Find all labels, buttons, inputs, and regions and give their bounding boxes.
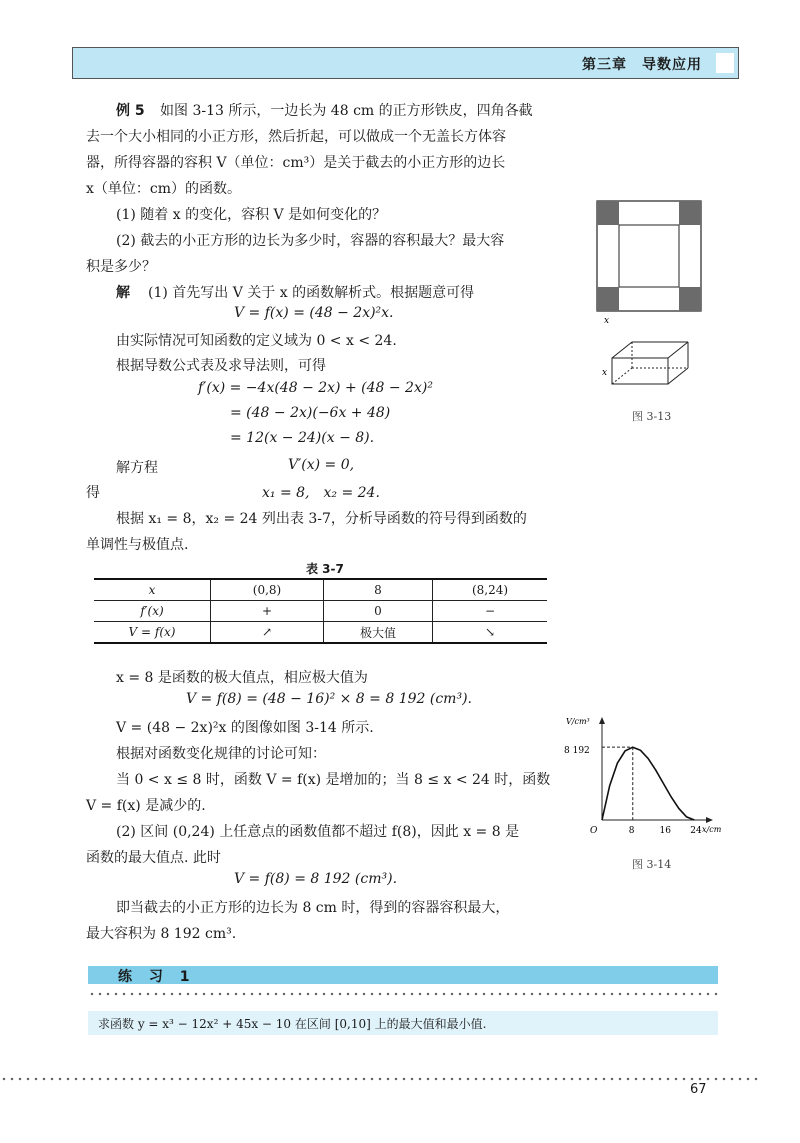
open-box-drawing xyxy=(612,342,688,384)
question-2-cont: 积是多少？ xyxy=(86,259,156,275)
height-label: x xyxy=(602,368,608,378)
table-cell: − xyxy=(433,601,548,622)
monotonic-line-2: V = f(x) 是减少的. xyxy=(86,798,206,814)
solution-line-1: (1) 首先写出 V 关于 x 的函数解析式。根据题意可得 xyxy=(148,285,475,301)
solution-label: 解 xyxy=(116,285,130,301)
corner-square xyxy=(597,287,619,311)
example-line-4: x（单位：cm）的函数。 xyxy=(86,181,242,197)
example-line-1: 如图 3-13 所示，一边长为 48 cm 的正方形铁皮，四角各截 xyxy=(160,103,533,119)
example-line-3: 器，所得容器的容积 V（单位：cm³）是关于截去的小正方形的边长 xyxy=(86,155,506,171)
sign-table xyxy=(94,578,547,644)
table-cell: (0,8) xyxy=(211,579,324,601)
table-caption: 表 3-7 xyxy=(306,562,344,576)
corner-square xyxy=(679,287,701,311)
x-tick-label: 8 xyxy=(628,826,635,836)
x-axis-label: x/cm xyxy=(702,825,722,834)
x-tick-label: 16 xyxy=(659,826,671,836)
practice-problem: 求函数 y = x³ − 12x² + 45x − 10 在区间 [0,10] 上的最大值和最小值. xyxy=(98,1017,487,1031)
derivative-line-2: = (48 − 2x)(−6x + 48) xyxy=(230,405,391,421)
figure-3-13 xyxy=(590,195,710,435)
solve-equation: V′(x) = 0, xyxy=(288,457,355,473)
table-cell: V = f(x) xyxy=(94,622,211,644)
footer-dotted-line xyxy=(0,1077,760,1081)
max-equation: V = f(8) = 8 192 (cm³). xyxy=(234,871,398,887)
table-cell: ↘ xyxy=(433,622,548,644)
figure-3-14-caption: 图 3-14 xyxy=(632,858,672,871)
table-cell: (8,24) xyxy=(433,579,548,601)
x-tick-label: 24 xyxy=(690,826,702,836)
table-cell: x xyxy=(94,579,211,601)
graph-reference: V = (48 − 2x)²x 的图像如图 3-14 所示. xyxy=(116,720,374,736)
corner-square xyxy=(679,201,701,225)
volume-curve xyxy=(602,747,694,820)
max-value-equation: V = f(8) = (48 − 16)² × 8 = 8 192 (cm³). xyxy=(186,691,472,707)
figure-3-13-caption: 图 3-13 xyxy=(632,410,672,423)
solution-line-table: 根据 x₁ = 8，x₂ = 24 列出表 3-7，分析导函数的符号得到函数的 xyxy=(116,511,527,527)
table-cell: + xyxy=(211,601,324,622)
question-1: (1) 随着 x 的变化，容积 V 是如何变化的？ xyxy=(116,207,387,223)
part2-line-1: (2) 区间 (0,24) 上任意点的函数值都不超过 f(8)，因此 x = 8 是 xyxy=(116,824,520,840)
table-cell: 0 xyxy=(324,601,433,622)
solve-label: 解方程 xyxy=(116,460,158,476)
y-axis-label: V/cm³ xyxy=(566,717,590,726)
example-label: 例 5 xyxy=(116,103,145,119)
header-corner-box xyxy=(716,53,734,73)
solution-domain: 由实际情况可知函数的定义域为 0 < x < 24. xyxy=(116,333,397,349)
table-cell: ↗ xyxy=(211,622,324,644)
equation-volume: V = f(x) = (48 − 2x)²x. xyxy=(234,305,394,321)
table-cell: f′(x) xyxy=(94,601,211,622)
part2-line-2: 函数的最大值点. 此时 xyxy=(86,850,221,866)
chapter-title: 第三章 导数应用 xyxy=(582,57,702,73)
roots-label: 得 xyxy=(86,485,100,501)
x-label: x xyxy=(604,316,610,326)
y-tick-label: 8 192 xyxy=(564,746,590,756)
table-row xyxy=(94,601,547,622)
table-row xyxy=(94,579,547,601)
dotted-divider xyxy=(88,992,718,996)
table-cell: 8 xyxy=(324,579,433,601)
practice-title: 练 习 1 xyxy=(118,969,196,985)
y-axis-arrow xyxy=(599,717,605,724)
roots-values: x₁ = 8, x₂ = 24. xyxy=(262,485,380,501)
table-row xyxy=(94,622,547,644)
discussion-intro: 根据对函数变化规律的讨论可知： xyxy=(116,746,326,762)
example-line-2: 去一个大小相同的小正方形，然后折起，可以做成一个无盖长方体容 xyxy=(86,129,506,145)
x-axis-arrow xyxy=(706,817,713,823)
derivative-line-3: = 12(x − 24)(x − 8). xyxy=(230,430,375,446)
max-point-text: x = 8 是函数的极大值点，相应极大值为 xyxy=(116,670,368,686)
corner-square xyxy=(597,201,619,225)
solution-line-table-2: 单调性与极值点. xyxy=(86,537,189,553)
derivative-line-1: f′(x) = −4x(48 − 2x) + (48 − 2x)² xyxy=(198,380,433,396)
chapter-header xyxy=(72,47,739,79)
question-2: (2) 截去的小正方形的边长为多少时，容器的容积最大？最大容 xyxy=(116,233,505,249)
conclusion-line-2: 最大容积为 8 192 cm³. xyxy=(86,926,237,942)
table-cell: 极大值 xyxy=(324,622,433,644)
origin-label: O xyxy=(590,826,598,836)
solution-derivative-intro: 根据导数公式表及求导法则，可得 xyxy=(116,358,326,374)
conclusion-line-1: 即当截去的小正方形的边长为 8 cm 时，得到的容器容积最大， xyxy=(116,900,510,916)
page-number: 67 xyxy=(690,1082,707,1097)
monotonic-line-1: 当 0 < x ≤ 8 时，函数 V = f(x) 是增加的；当 8 ≤ x < 24 时，函数 xyxy=(116,772,551,788)
figure-3-14-chart xyxy=(560,712,740,842)
